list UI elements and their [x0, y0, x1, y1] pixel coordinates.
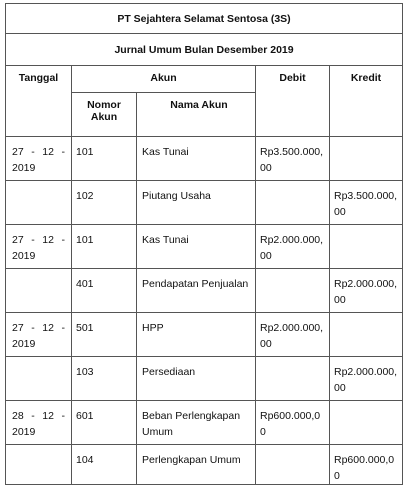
- kredit-cell: Rp3.500.000,00: [330, 181, 403, 225]
- header-debit: Debit: [256, 66, 330, 137]
- account-number-cell: 501: [72, 313, 137, 357]
- kredit-cell: [330, 313, 403, 357]
- debit-cell: [256, 181, 330, 225]
- date-part: -: [61, 234, 65, 246]
- account-number-cell: 601: [72, 401, 137, 445]
- account-name-cell: HPP: [137, 313, 256, 357]
- date-part: 12: [42, 146, 54, 158]
- account-name-cell: Pendapatan Penjualan: [137, 269, 256, 313]
- kredit-cell: Rp2.000.000,00: [330, 269, 403, 313]
- table-row: [6, 313, 403, 357]
- debit-cell: Rp2.000.000,00: [256, 313, 330, 357]
- account-number-cell: 104: [72, 445, 137, 485]
- date-part: -: [31, 146, 35, 158]
- date-part: -: [61, 146, 65, 158]
- account-number-cell: 103: [72, 357, 137, 401]
- journal-table: [5, 3, 403, 485]
- journal-body: [6, 137, 403, 485]
- header-akun: Akun: [72, 66, 256, 93]
- date-part: 12: [42, 234, 54, 246]
- date-part: -: [61, 410, 65, 422]
- account-number-cell: 102: [72, 181, 137, 225]
- date-cell: [6, 401, 72, 445]
- company-title: PT Sejahtera Selamat Sentosa (3S): [6, 4, 403, 34]
- account-number-cell: 401: [72, 269, 137, 313]
- date-part: 27: [12, 146, 24, 158]
- date-part: -: [31, 322, 35, 334]
- account-number-cell: 101: [72, 225, 137, 269]
- date-cell: [6, 445, 72, 485]
- date-cell: [6, 225, 72, 269]
- table-row: [6, 401, 403, 445]
- debit-cell: Rp3.500.000,00: [256, 137, 330, 181]
- table-row: [6, 357, 403, 401]
- date-cell: [6, 181, 72, 225]
- account-name-cell: Kas Tunai: [137, 225, 256, 269]
- table-row: [6, 225, 403, 269]
- header-nomor-akun: Nomor Akun: [72, 93, 137, 137]
- date-part: -: [61, 322, 65, 334]
- date-year: 2019: [12, 338, 36, 350]
- kredit-cell: [330, 137, 403, 181]
- date-cell: [6, 313, 72, 357]
- account-number-cell: 101: [72, 137, 137, 181]
- debit-cell: [256, 445, 330, 485]
- date-part: 27: [12, 234, 24, 246]
- table-row: [6, 181, 403, 225]
- account-name-cell: Piutang Usaha: [137, 181, 256, 225]
- header-kredit: Kredit: [330, 66, 403, 137]
- account-name-cell: Persediaan: [137, 357, 256, 401]
- date-part: 27: [12, 322, 24, 334]
- table-row: [6, 269, 403, 313]
- table-row: [6, 445, 403, 485]
- table-row: [6, 137, 403, 181]
- date-part: -: [31, 234, 35, 246]
- date-year: 2019: [12, 426, 36, 438]
- date-year: 2019: [12, 250, 36, 262]
- account-name-cell: Perlengkapan Umum: [137, 445, 256, 485]
- debit-cell: Rp600.000,00: [256, 401, 330, 445]
- header-nama-akun: Nama Akun: [137, 93, 256, 137]
- kredit-cell: Rp2.000.000,00: [330, 357, 403, 401]
- kredit-cell: [330, 225, 403, 269]
- date-cell: [6, 357, 72, 401]
- debit-cell: [256, 269, 330, 313]
- date-cell: [6, 269, 72, 313]
- debit-cell: Rp2.000.000,00: [256, 225, 330, 269]
- date-part: 28: [12, 410, 24, 422]
- debit-cell: [256, 357, 330, 401]
- account-name-cell: Beban Perlengkapan Umum: [137, 401, 256, 445]
- kredit-cell: Rp600.000,00: [330, 445, 403, 485]
- date-year: 2019: [12, 162, 36, 174]
- journal-title: Jurnal Umum Bulan Desember 2019: [6, 34, 403, 66]
- date-part: 12: [42, 410, 54, 422]
- header-tanggal: Tanggal: [6, 66, 72, 137]
- kredit-cell: [330, 401, 403, 445]
- account-name-cell: Kas Tunai: [137, 137, 256, 181]
- date-part: 12: [42, 322, 54, 334]
- date-cell: [6, 137, 72, 181]
- date-part: -: [31, 410, 35, 422]
